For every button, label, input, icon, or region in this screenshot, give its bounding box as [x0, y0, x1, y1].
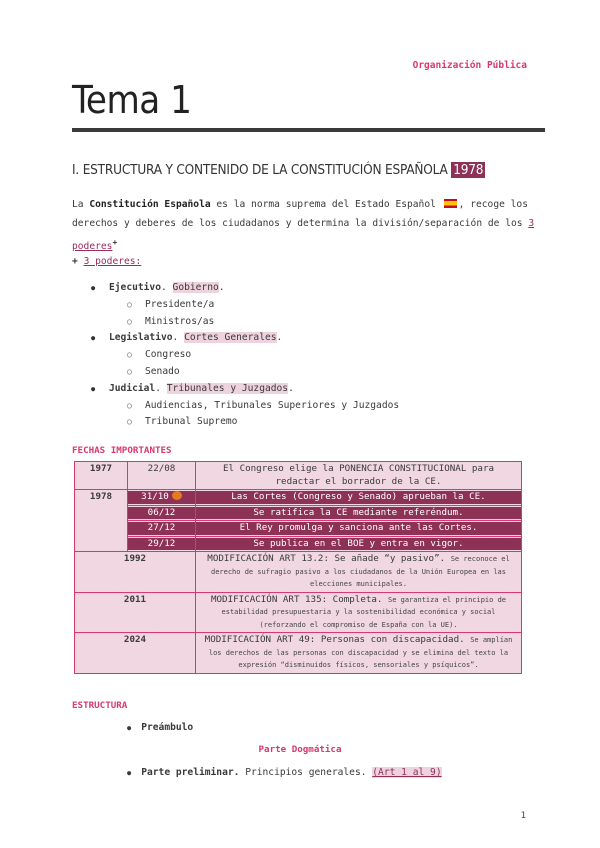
pumpkin-icon: [172, 491, 182, 500]
table-row: [75, 536, 522, 552]
intro-text-2: es la norma suprema del Estado Español: [210, 199, 436, 210]
event-text: El Rey promulga y sanciona ante las Cortes.: [196, 522, 521, 535]
table-cell-text: El Congreso elige la PONENCIA CONSTITUCIONAL para redactar el borrador de la CE.: [196, 462, 522, 490]
page-number: 1: [520, 811, 526, 821]
footnote-line: [72, 256, 141, 267]
list-item: ● Ejecutivo. Gobierno.: [72, 280, 399, 297]
table-cell-text: [196, 505, 522, 521]
event-text: Se publica en el BOE y entra en vigor.: [196, 538, 521, 551]
table-cell-text: [196, 552, 522, 593]
modification-detail: Se garantiza el principio de estabilidad presupuestaria y la sostenibilidad económica y social (reforzando el compromiso de España con la UE).: [221, 595, 507, 629]
list-item: ○ Congreso: [72, 347, 399, 364]
preambulo-label: Preámbulo: [141, 722, 194, 733]
power-name: Judicial: [109, 382, 156, 394]
table-row: [75, 490, 522, 506]
table-row: [75, 633, 522, 674]
title-divider: [72, 128, 545, 132]
date-text: 29/12: [128, 538, 195, 551]
preliminar-ref: (Art 1 al 9): [372, 767, 442, 778]
header-label: Organización Pública: [412, 60, 527, 71]
power-body: Cortes Generales: [184, 332, 277, 344]
list-item: [127, 722, 193, 733]
table-row: [75, 592, 522, 633]
list-item: ○ Presidente/a: [72, 297, 399, 314]
spain-flag-icon: [444, 199, 457, 208]
power-body: Gobierno: [172, 282, 219, 293]
list-item: ● Judicial. Tribunales y Juzgados.: [72, 381, 399, 398]
table-row: [75, 462, 522, 490]
list-item: ○ Ministros/as: [72, 314, 399, 331]
intro-text-3: , recoge los derechos y deberes de los ciudadanos y determina la división/separación de los: [72, 199, 529, 229]
footnote-label[interactable]: 3 poderes:: [83, 256, 142, 267]
table-cell-text: [196, 592, 522, 633]
list-item: ○ Tribunal Supremo: [72, 414, 399, 431]
footnote-marker[interactable]: +: [112, 238, 118, 247]
date-text: 06/12: [128, 507, 195, 520]
table-cell-year: 1992: [75, 552, 196, 593]
table-cell-text: [196, 633, 522, 674]
table-cell-year: 2011: [75, 592, 196, 633]
event-text: Las Cortes (Congreso y Senado) aprueban la CE.: [196, 491, 521, 504]
table-cell-year: 1978: [75, 490, 128, 552]
table-cell-date: [128, 505, 196, 521]
intro-paragraph: [72, 195, 552, 256]
dogmatica-heading: Parte Dogmática: [258, 744, 342, 755]
powers-list: [72, 280, 399, 431]
power-body: Tribunales y Juzgados: [166, 382, 289, 394]
intro-bold: Constitución Española: [89, 199, 211, 210]
date-text: 27/12: [128, 522, 195, 535]
table-cell-year: 2024: [75, 633, 196, 674]
table-cell-text: [196, 521, 522, 537]
list-item: ○ Audiencias, Tribunales Superiores y Juzgados: [72, 398, 399, 415]
table-row: [75, 505, 522, 521]
preliminar-text: Principios generales.: [245, 767, 367, 778]
list-item: [127, 767, 442, 778]
event-text: Se ratifica la CE mediante referéndum.: [196, 507, 521, 520]
intro-text-1: La: [72, 199, 90, 210]
bullet-icon: ●: [127, 724, 132, 732]
date-text: 31/10: [141, 491, 169, 502]
table-row: [75, 552, 522, 593]
page-title: Tema 1: [72, 78, 192, 122]
power-name: Legislativo: [109, 332, 173, 344]
power-name: Ejecutivo: [109, 282, 161, 293]
table-cell-year: 1977: [75, 462, 128, 490]
modification-title: MODIFICACIÓN ART 135: Completa.: [210, 593, 383, 605]
three-powers-link[interactable]: 3 poderes: [72, 218, 535, 253]
structure-heading: ESTRUCTURA: [72, 700, 128, 711]
list-item: ● Legislativo. Cortes Generales.: [72, 330, 399, 347]
section-year: 1978: [453, 162, 484, 178]
modification-title: MODIFICACIÓN ART 13.2: Se añade “y pasivo”.: [207, 553, 446, 564]
section-title-text: I. ESTRUCTURA Y CONTENIDO DE LA CONSTITUCIÓN ESPAÑOLA: [72, 162, 448, 178]
modification-detail: Se amplían los derechos de las personas con discapacidad y se elimina del texto la expresión “disminuidos físicos, sensoriales y psíquicos”.: [208, 636, 513, 669]
preliminar-label: Parte preliminar.: [141, 767, 240, 778]
list-item: ○ Senado: [72, 364, 399, 381]
dates-heading: FECHAS IMPORTANTES: [72, 445, 172, 456]
table-cell-text: [196, 490, 522, 506]
modification-detail: Se reconoce el derecho de sufragio pasivo a los ciudadanos de la Unión Europea en las elecciones municipales.: [210, 555, 510, 588]
table-cell-date: 22/08: [128, 462, 196, 490]
modification-title: MODIFICACIÓN ART 49: Personas con discapacidad.: [204, 634, 465, 645]
table-cell-text: [196, 536, 522, 552]
plus-icon: +: [72, 256, 78, 267]
bullet-icon: ●: [127, 769, 132, 777]
table-row: [75, 521, 522, 537]
table-cell-date: [128, 490, 196, 506]
dates-table: [74, 461, 522, 674]
table-cell-date: [128, 536, 196, 552]
section-title: [72, 162, 485, 178]
table-cell-date: [128, 521, 196, 537]
